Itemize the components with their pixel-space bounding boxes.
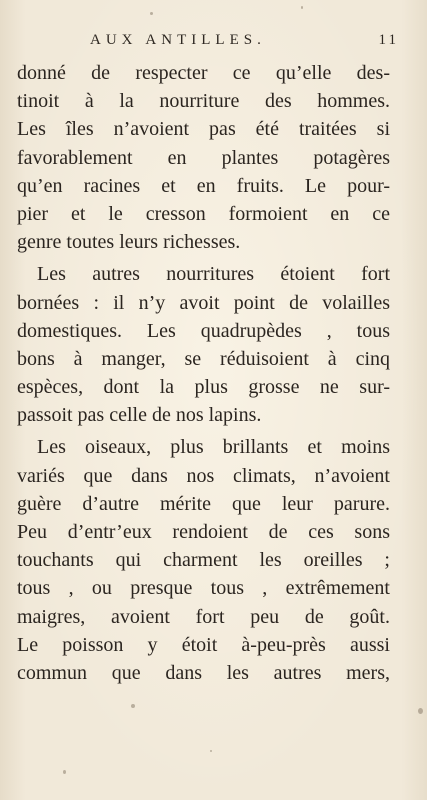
- text-line: guère d’autre mérite que leur parure.: [17, 492, 390, 515]
- text-line: Les îles n’avoient pas été traitées si: [17, 118, 390, 141]
- page-header: [30, 32, 403, 56]
- text-line: bornées : il n’y avoit point de volailles: [17, 291, 390, 314]
- foxing-spot: [418, 708, 423, 714]
- foxing-spot: [301, 6, 303, 9]
- text-line: espèces, dont la plus grosse ne sur-: [17, 376, 390, 399]
- text-line: tinoit à la nourriture des hommes.: [17, 90, 390, 113]
- running-head: AUX ANTILLES.: [90, 32, 266, 48]
- text-line: maigres, avoient fort peu de goût.: [17, 605, 390, 628]
- text-line: Le poisson y étoit à-peu-près aussi: [17, 633, 390, 656]
- foxing-spot: [131, 704, 135, 708]
- text-line: domestiques. Les quadrupèdes , tous: [17, 319, 390, 342]
- foxing-spot: [210, 750, 212, 752]
- text-line: passoit pas celle de nos lapins.: [17, 404, 262, 427]
- text-line: favorablement en plantes potagères: [17, 146, 390, 169]
- text-line: pier et le cresson formoient en ce: [17, 202, 390, 225]
- text-line: bons à manger, se réduisoient à cinq: [17, 347, 390, 370]
- body-text: [17, 59, 390, 687]
- foxing-spot: [63, 770, 66, 774]
- text-line: genre toutes leurs richesses.: [17, 231, 241, 254]
- page-number: 11: [378, 32, 399, 48]
- text-line: variés que dans nos climats, n’avoient: [17, 464, 390, 487]
- text-line: touchants qui charment les oreilles ;: [17, 549, 390, 572]
- text-line: Peu d’entr’eux rendoient de ces sons: [17, 521, 390, 543]
- foxing-spot: [150, 12, 153, 15]
- text-line: Les oiseaux, plus brillants et moins: [37, 436, 390, 459]
- text-line: qu’en racines et en fruits. Le pour-: [17, 174, 390, 197]
- text-line: Les autres nourritures étoient fort: [37, 263, 390, 286]
- text-line: commun que dans les autres mers,: [17, 661, 390, 684]
- text-line: donné de respecter ce qu’elle des-: [17, 62, 390, 84]
- text-line: tous , ou presque tous , extrêmement: [17, 577, 390, 600]
